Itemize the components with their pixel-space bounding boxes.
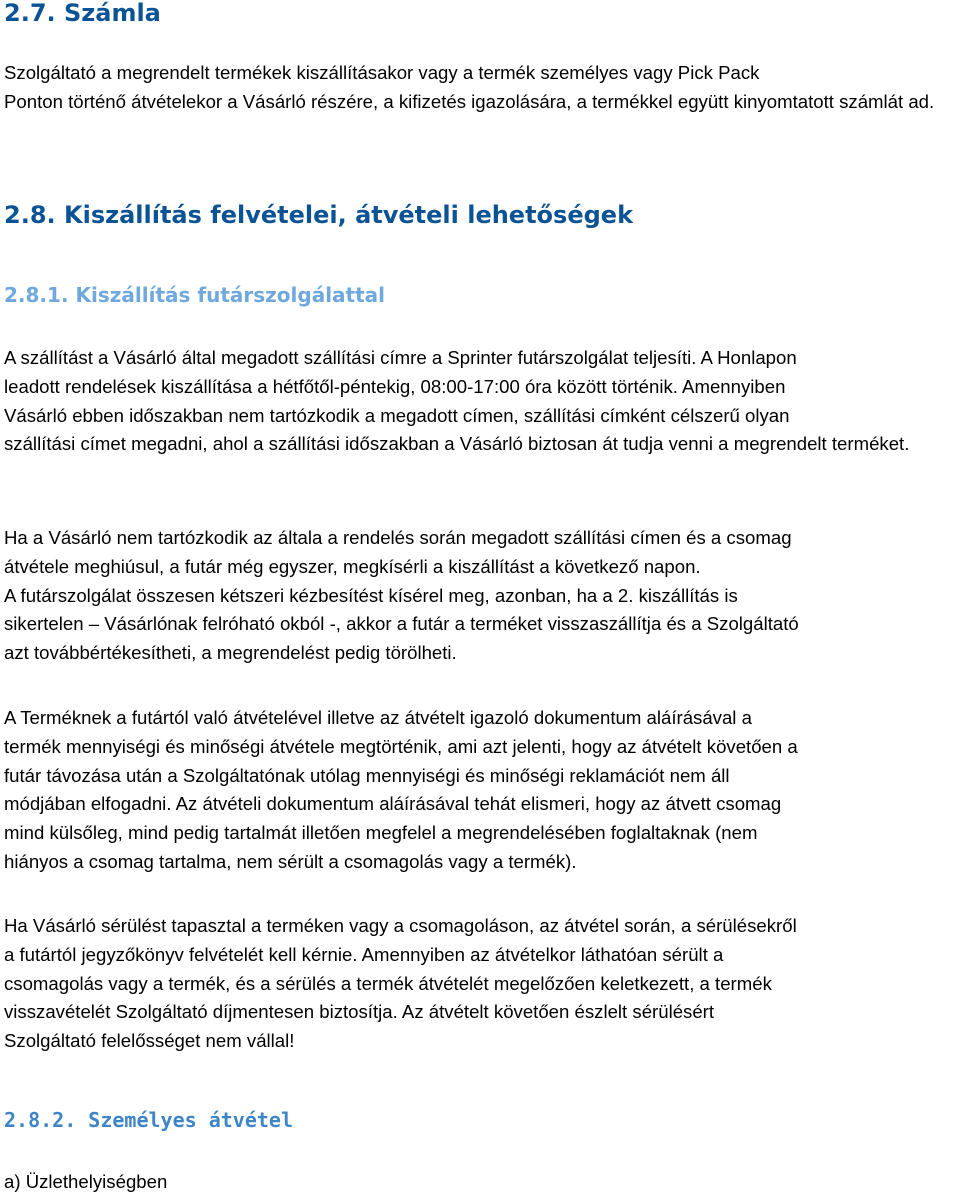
heading-2-8-2: 2.8.2. Személyes átvétel	[4, 1108, 293, 1132]
paragraph-line: A Terméknek a futártól való átvételével illetve az átvételt igazoló dokumentum aláírásával a	[4, 707, 752, 728]
paragraph-line: hiányos a csomag tartalma, nem sérült a csomagolás vagy a termék).	[4, 850, 577, 872]
paragraph-line: csomagolás vagy a termék, és a sérülés a termék átvételét megelőzően keletkezett, a termék	[4, 972, 772, 994]
paragraph-line: leadott rendelések kiszállítása a hétfőtől-péntekig, 08:00-17:00 óra között történik. Amennyiben	[4, 375, 786, 397]
list-item-label: a) Üzlethelyiségben	[4, 1171, 168, 1192]
paragraph-line: szállítási címet megadni, ahol a szállítási időszakban a Vásárló biztosan át tudja venni a	[4, 433, 729, 455]
heading-2-8: 2.8. Kiszállítás felvételei, átvételi lehetőségek	[4, 201, 634, 229]
paragraph-line: visszavételét Szolgáltató díjmentesen biztosítja. Az átvételt követően észlelt sérülésért	[4, 1001, 715, 1023]
paragraph-line: Vásárló ebben időszakban nem tartózkodik a megadott címen, szállítási címként célszerű olyan	[4, 404, 790, 426]
paragraph-line: mind külsőleg, mind pedig tartalmát illetően megfelel a megrendelésében foglaltaknak (nem	[4, 822, 758, 844]
heading-2-8-1: 2.8.1. Kiszállítás futárszolgálattal	[4, 283, 386, 307]
paragraph-line: megrendelt terméket.	[733, 433, 910, 455]
list-item-a	[4, 1168, 958, 1197]
heading-2-7: 2.7. Számla	[4, 0, 161, 27]
paragraph-2-7	[4, 59, 958, 117]
paragraph-line: futár távozása után a Szolgáltatónak utólag mennyiségi és minőségi reklamációt nem áll	[4, 764, 730, 786]
paragraph-line: sikertelen – Vásárlónak felróható okból -, akkor a futár a terméket visszaszállítja és a Szolgáltató	[4, 613, 799, 635]
paragraph-2-8-1-c	[4, 704, 958, 877]
paragraph-2-8-1-d	[4, 912, 958, 1056]
paragraph-line: azt továbbértékesítheti, a megrendelést pedig törölheti.	[4, 642, 457, 664]
paragraph-line: A futárszolgálat összesen kétszeri kézbesítést kísérel meg, azonban, ha a 2. kiszállítás is	[4, 584, 738, 606]
paragraph-line: kinyomtatott számlát ad.	[733, 90, 935, 112]
paragraph-line: módjában elfogadni. Az átvételi dokumentum aláírásával tehát elismeri, hogy az átvett csomag	[4, 793, 782, 815]
paragraph-line: Szolgáltató a megrendelt termékek kiszállításakor vagy a termék személyes vagy Pick Pack	[4, 62, 760, 83]
paragraph-line: átvétele meghiúsul, a futár még egyszer, megkísérli a kiszállítást a következő napon.	[4, 555, 701, 577]
paragraph-line: termék mennyiségi és minőségi átvétele megtörténik, ami azt jelenti, hogy az átvételt követően a	[4, 735, 798, 757]
paragraph-line: a futártól jegyzőkönyv felvételét kell kérnie. Amennyiben az átvételkor láthatóan sérült a	[4, 943, 724, 965]
paragraph-2-8-1-a	[4, 344, 958, 459]
paragraph-line: Ponton történő átvételekor a Vásárló részére, a kifizetés igazolására, a termékkel együtt	[4, 90, 729, 112]
paragraph-line: A szállítást a Vásárló által megadott szállítási címre a Sprinter futárszolgálat teljesíti. A Honlapon	[4, 347, 797, 368]
paragraph-line: Szolgáltató felelősséget nem vállal!	[4, 1030, 295, 1052]
paragraph-2-8-1-b	[4, 524, 958, 668]
paragraph-line: Ha Vásárló sérülést tapasztal a terméken vagy a csomagoláson, az átvétel során, a sérülésekről	[4, 915, 797, 936]
paragraph-line: Ha a Vásárló nem tartózkodik az általa a rendelés során megadott szállítási címen és a csomag	[4, 527, 792, 548]
